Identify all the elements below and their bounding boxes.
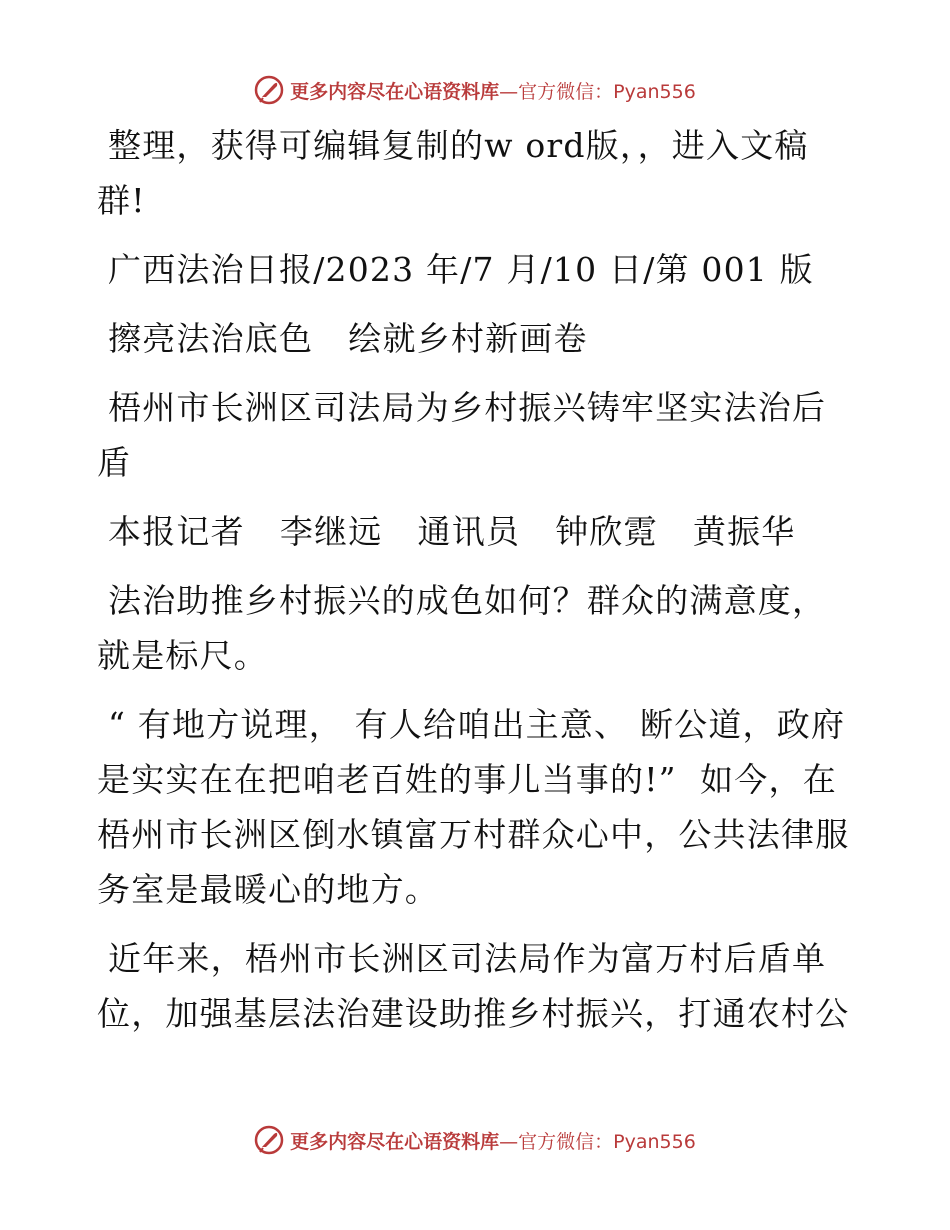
paragraph-body-3: 近年来，梧州市长洲区司法局作为富万村后盾单位，加强基层法治建设助推乡村振兴，打通农村公 <box>97 939 850 1033</box>
article-title: 擦亮法治底色 绘就乡村新画卷 <box>108 319 588 358</box>
header-banner <box>0 70 950 110</box>
paragraph-body-2: “ 有地方说理， 有人给咱出主意、 断公道，政府是实实在在把咱老百姓的事儿当事的!” 如今，在梧州市长洲区倒水镇富万村群众心中，公共法律服务室是最暖心的地方。 <box>97 705 850 909</box>
article-byline: 本报记者 李继远 通讯员 钟欣霓 黄振华 <box>108 512 796 551</box>
article-subtitle: 梧州市长洲区司法局为乡村振兴铸牢坚实法治后盾 <box>97 388 827 482</box>
footer-brand-text: 更多内容尽在心语资料库 <box>290 1130 500 1153</box>
paragraph-intro: 整理，获得可编辑复制的w ord版，，进入文稿群! <box>97 126 809 220</box>
paragraph-source: 广西法治日报/2023 年/7 月/10 日/第 001 版 <box>108 250 814 289</box>
paragraph-body-1: 法治助推乡村振兴的成色如何？群众的满意度，就是标尺。 <box>97 581 827 675</box>
feather-pen-logo-icon <box>254 1125 284 1155</box>
header-wechat-text: —官方微信：Pyan556 <box>499 80 696 103</box>
feather-pen-logo-icon <box>254 75 284 105</box>
footer-banner <box>0 1120 950 1160</box>
header-brand-text: 更多内容尽在心语资料库 <box>290 80 500 103</box>
document-body <box>97 118 857 1055</box>
footer-wechat-text: —官方微信：Pyan556 <box>499 1130 696 1153</box>
